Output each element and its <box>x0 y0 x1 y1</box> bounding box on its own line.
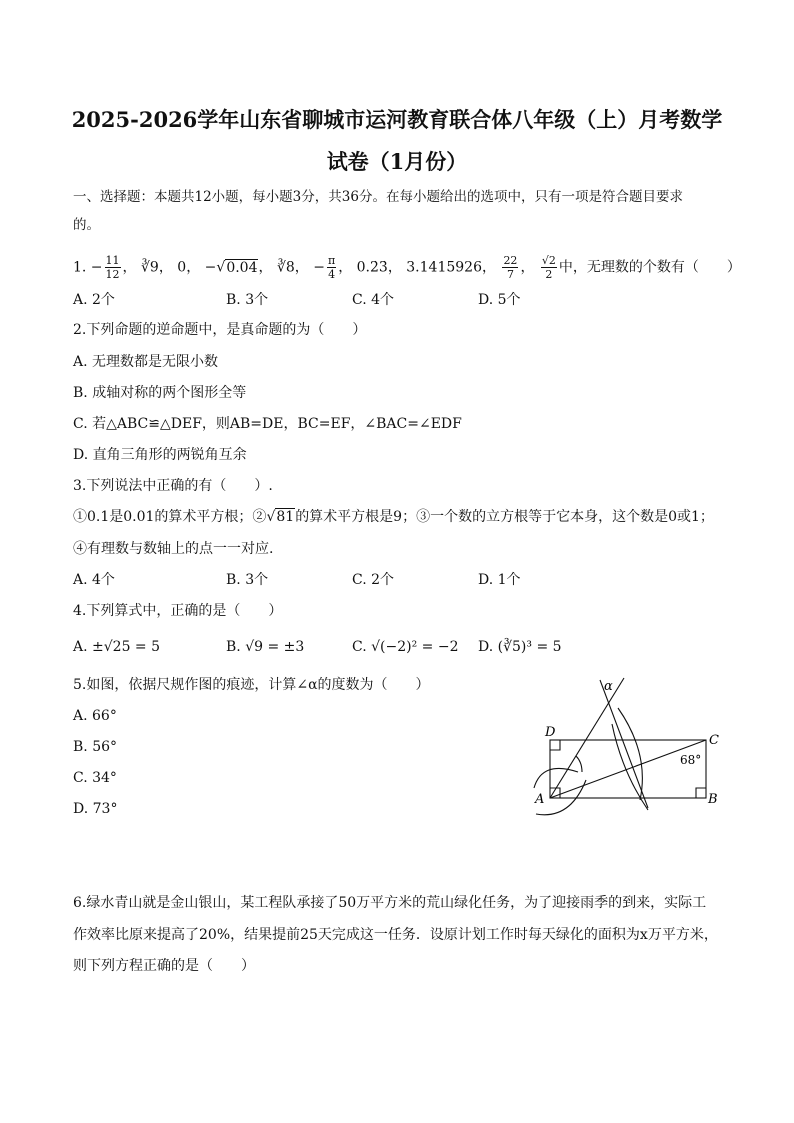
question-5-stem: 5.如图，依据尺规作图的痕迹，计算∠α的度数为（ ） <box>73 677 430 693</box>
right-angle-mark-b <box>696 788 706 798</box>
label-a: A <box>535 792 545 807</box>
q3-option-a: A. 4个 <box>73 572 115 588</box>
q3-statements-line2: ④有理数与数轴上的点一一对应. <box>73 541 274 557</box>
bisector-line <box>550 678 624 798</box>
label-c: C <box>709 733 719 748</box>
question-6-line2: 作效率比原来提高了20%，结果提前25天完成这一任务．设原计划工作时每天绿化的面积为x万平方米， <box>73 927 718 943</box>
q1-frac-22-7: $\frac{22}{7}$ <box>503 254 518 281</box>
right-angle-mark-d <box>550 740 560 750</box>
q3-option-b: B. 3个 <box>226 572 269 588</box>
q5-geometry-figure <box>530 672 730 820</box>
question-6-line3: 则下列方程正确的是（ ） <box>73 958 255 974</box>
label-d: D <box>545 725 556 740</box>
q1-option-b: B. 3个 <box>226 292 269 308</box>
label-b: B <box>708 792 718 807</box>
q1-cbrt9: ∛9 <box>141 259 159 276</box>
q1-frac-11-12: $\frac{11}{12}$ <box>105 254 120 281</box>
q1-option-c: C. 4个 <box>352 292 395 308</box>
q1-repeating-decimal: 0.2̇3̇ <box>356 259 388 276</box>
q3-option-c: C. 2个 <box>352 572 395 588</box>
q4-option-b: B. √9 = ±3 <box>226 639 305 655</box>
q1-frac-sqrt2-2: $\frac{√2}{2}$ <box>541 254 556 281</box>
q4-option-d: D. (∛5)³ = 5 <box>478 639 562 655</box>
diagonal-ac <box>550 740 706 798</box>
q1-number: 1. <box>73 259 87 276</box>
q5-option-c: C. 34° <box>73 770 117 786</box>
q5-option-a: A. 66° <box>73 708 117 724</box>
q3-option-d: D. 1个 <box>478 572 521 588</box>
q1-frac-pi-4: $\frac{\pi}{4}$ <box>327 254 336 281</box>
page-title-line1: 2025-2026学年山东省聊城市运河教育联合体八年级（上）月考数学 <box>71 107 723 132</box>
section-header-line2: 的。 <box>73 217 100 233</box>
q4-option-c: C. √(−2)² = −2 <box>352 639 459 655</box>
question-2-stem: 2.下列命题的逆命题中，是真命题的为（ ） <box>73 322 367 338</box>
q3-statements-line1: ①0.1是0.01的算术平方根；②√81的算术平方根是9；③一个数的立方根等于它本身，这个数是0或1； <box>73 509 714 525</box>
q1-option-a: A. 2个 <box>73 292 115 308</box>
q1-cbrt8: ∛8 <box>276 259 295 276</box>
q4-option-a: A. ±√25 = 5 <box>73 639 161 655</box>
q5-option-d: D. 73° <box>73 801 118 817</box>
section-header-line1: 一、选择题：本题共12小题，每小题3分，共36分。在每小题给出的选项中，只有一项是符合题目要求 <box>73 189 683 205</box>
q1-pi-approx: 3.1415926 <box>406 259 482 276</box>
label-angle-68: 68° <box>680 753 702 767</box>
q2-option-b: B. 成轴对称的两个图形全等 <box>73 385 247 401</box>
perpendicular-bisector <box>600 680 648 808</box>
arc-small <box>576 756 582 772</box>
q1-stem-end: 中，无理数的个数有（ ） <box>558 259 741 276</box>
question-6-line1: 6.绿水青山就是金山银山，某工程队承接了50万平方米的荒山绿化任务，为了迎接雨季的到来，实际工 <box>73 895 707 911</box>
q1-option-d: D. 5个 <box>478 292 521 308</box>
question-4-stem: 4.下列算式中，正确的是（ ） <box>73 603 283 619</box>
q1-sqrt-004: 0.04 <box>226 259 258 276</box>
q5-option-b: B. 56° <box>73 739 118 755</box>
q1-zero: 0 <box>177 259 187 276</box>
question-1-stem: 1. − $\frac{11}{12}$ ， ∛9， 0， −√0.04， ∛8， − $\frac{\pi}{4}$ ， 0.2̇3̇， 3.1415926， $\frac{22}{7}$ ， $\frac{√2}{2}$ 中，无理数的个数有（ ） <box>73 254 741 281</box>
arc-mid-2 <box>612 724 648 810</box>
q2-option-d: D. 直角三角形的两锐角互余 <box>73 447 247 463</box>
arc-around-a <box>534 768 578 788</box>
question-3-stem: 3.下列说法中正确的有（ ）. <box>73 478 273 494</box>
label-alpha: α <box>604 679 613 694</box>
page-title-line2: 试卷（1月份） <box>326 149 468 174</box>
q2-option-a: A. 无理数都是无限小数 <box>73 354 219 370</box>
arc-mid-1 <box>618 708 642 800</box>
q2-option-c: C. 若△ABC≌△DEF，则AB=DE，BC=EF，∠BAC=∠EDF <box>73 416 462 432</box>
